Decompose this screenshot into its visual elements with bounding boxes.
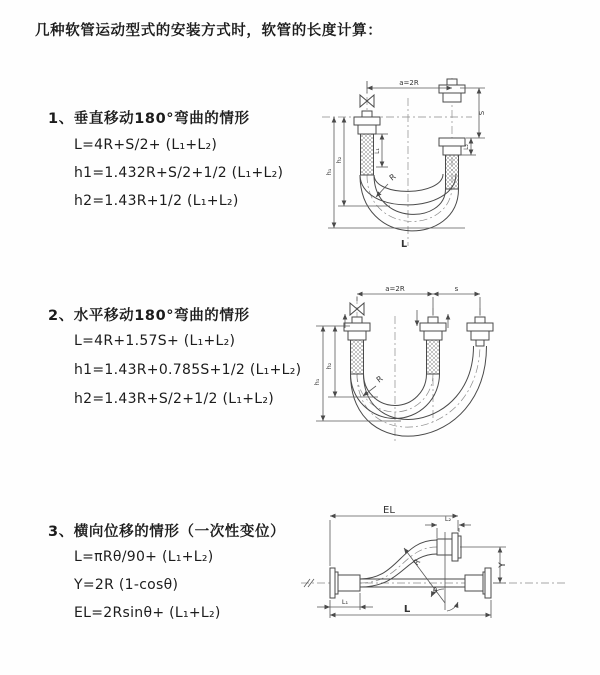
dim-label-h2: h₂ — [335, 156, 343, 164]
dimension-lines — [316, 294, 480, 421]
angle-label: θ — [433, 587, 438, 595]
left-pipe-fitting — [344, 317, 370, 374]
diagram-lateral-displacement — [297, 500, 587, 650]
radius-label: R — [411, 557, 423, 568]
section-2-formula-h2: h2=1.43R+S/2+1/2 (L₁+L₂) — [74, 391, 275, 407]
dim-label-el: EL — [383, 505, 395, 516]
braid-hatch — [361, 134, 374, 175]
section-3-formula-l: L=πRθ/90+ (L₁+L₂) — [74, 549, 214, 565]
section-1-heading: 1、垂直移动180°弯曲的情形 — [48, 111, 250, 127]
section-1-formula-h2: h2=1.43R+1/2 (L₁+L₂) — [74, 193, 239, 209]
section-3-formula-el: EL=2Rsinθ+ (L₁+L₂) — [74, 605, 221, 621]
hose-curves — [360, 540, 437, 587]
dim-label-h1: h₁ — [313, 378, 321, 386]
displaced-flange-fitting — [437, 533, 461, 561]
middle-pipe-fitting — [420, 317, 446, 374]
radius-label: R — [374, 374, 385, 385]
section-1-formula-l: L=4R+S/2+ (L₁+L₂) — [74, 137, 218, 153]
left-pipe-fitting — [354, 111, 380, 175]
section-3-heading: 3、横向位移的情形（一次性变位） — [48, 524, 286, 540]
left-flange-fitting — [330, 568, 360, 598]
section-2-formula-l: L=4R+1.57S+ (L₁+L₂) — [74, 333, 236, 349]
dim-label-l2: L₂ — [444, 515, 452, 523]
braid-hatch — [446, 155, 459, 189]
section-3-formula-y: Y=2R (1-cosθ) — [74, 577, 179, 593]
dim-label-y: Y — [498, 562, 508, 568]
diagram-vertical-180-bend — [310, 68, 565, 258]
dim-label-h2: h₂ — [325, 362, 333, 370]
dim-label-s: s — [454, 285, 459, 293]
braid-hatch — [427, 340, 440, 374]
dim-label-h1: h₁ — [325, 168, 333, 176]
centerlines — [357, 296, 480, 444]
dim-label-a2r: a=2R — [385, 285, 405, 293]
right-pipe-fitting — [467, 317, 493, 346]
dim-label-l1: L₁ — [341, 598, 349, 606]
dim-label-l2: L₂ — [463, 144, 470, 150]
dim-label-s: S — [478, 110, 486, 116]
dim-label-l: L — [403, 604, 411, 615]
braid-hatch — [351, 340, 364, 374]
page-title: 几种软管运动型式的安装方式时，软管的长度计算： — [35, 23, 383, 39]
hose-curves — [351, 346, 487, 436]
radius-label: R — [387, 172, 398, 183]
valve-icon — [360, 95, 374, 107]
right-flange-fitting — [465, 568, 491, 598]
dim-label-l1: L₁ — [374, 148, 381, 154]
section-1-formula-h1: h1=1.432R+S/2+1/2 (L₁+L₂) — [74, 165, 284, 181]
dim-label-a2r: a=2R — [399, 79, 419, 87]
length-label: L — [401, 239, 408, 250]
section-2-formula-h1: h1=1.43R+0.785S+1/2 (L₁+L₂) — [74, 362, 302, 378]
section-2-heading: 2、水平移动180°弯曲的情形 — [48, 308, 250, 324]
diagram-horizontal-180-bend — [306, 282, 571, 457]
